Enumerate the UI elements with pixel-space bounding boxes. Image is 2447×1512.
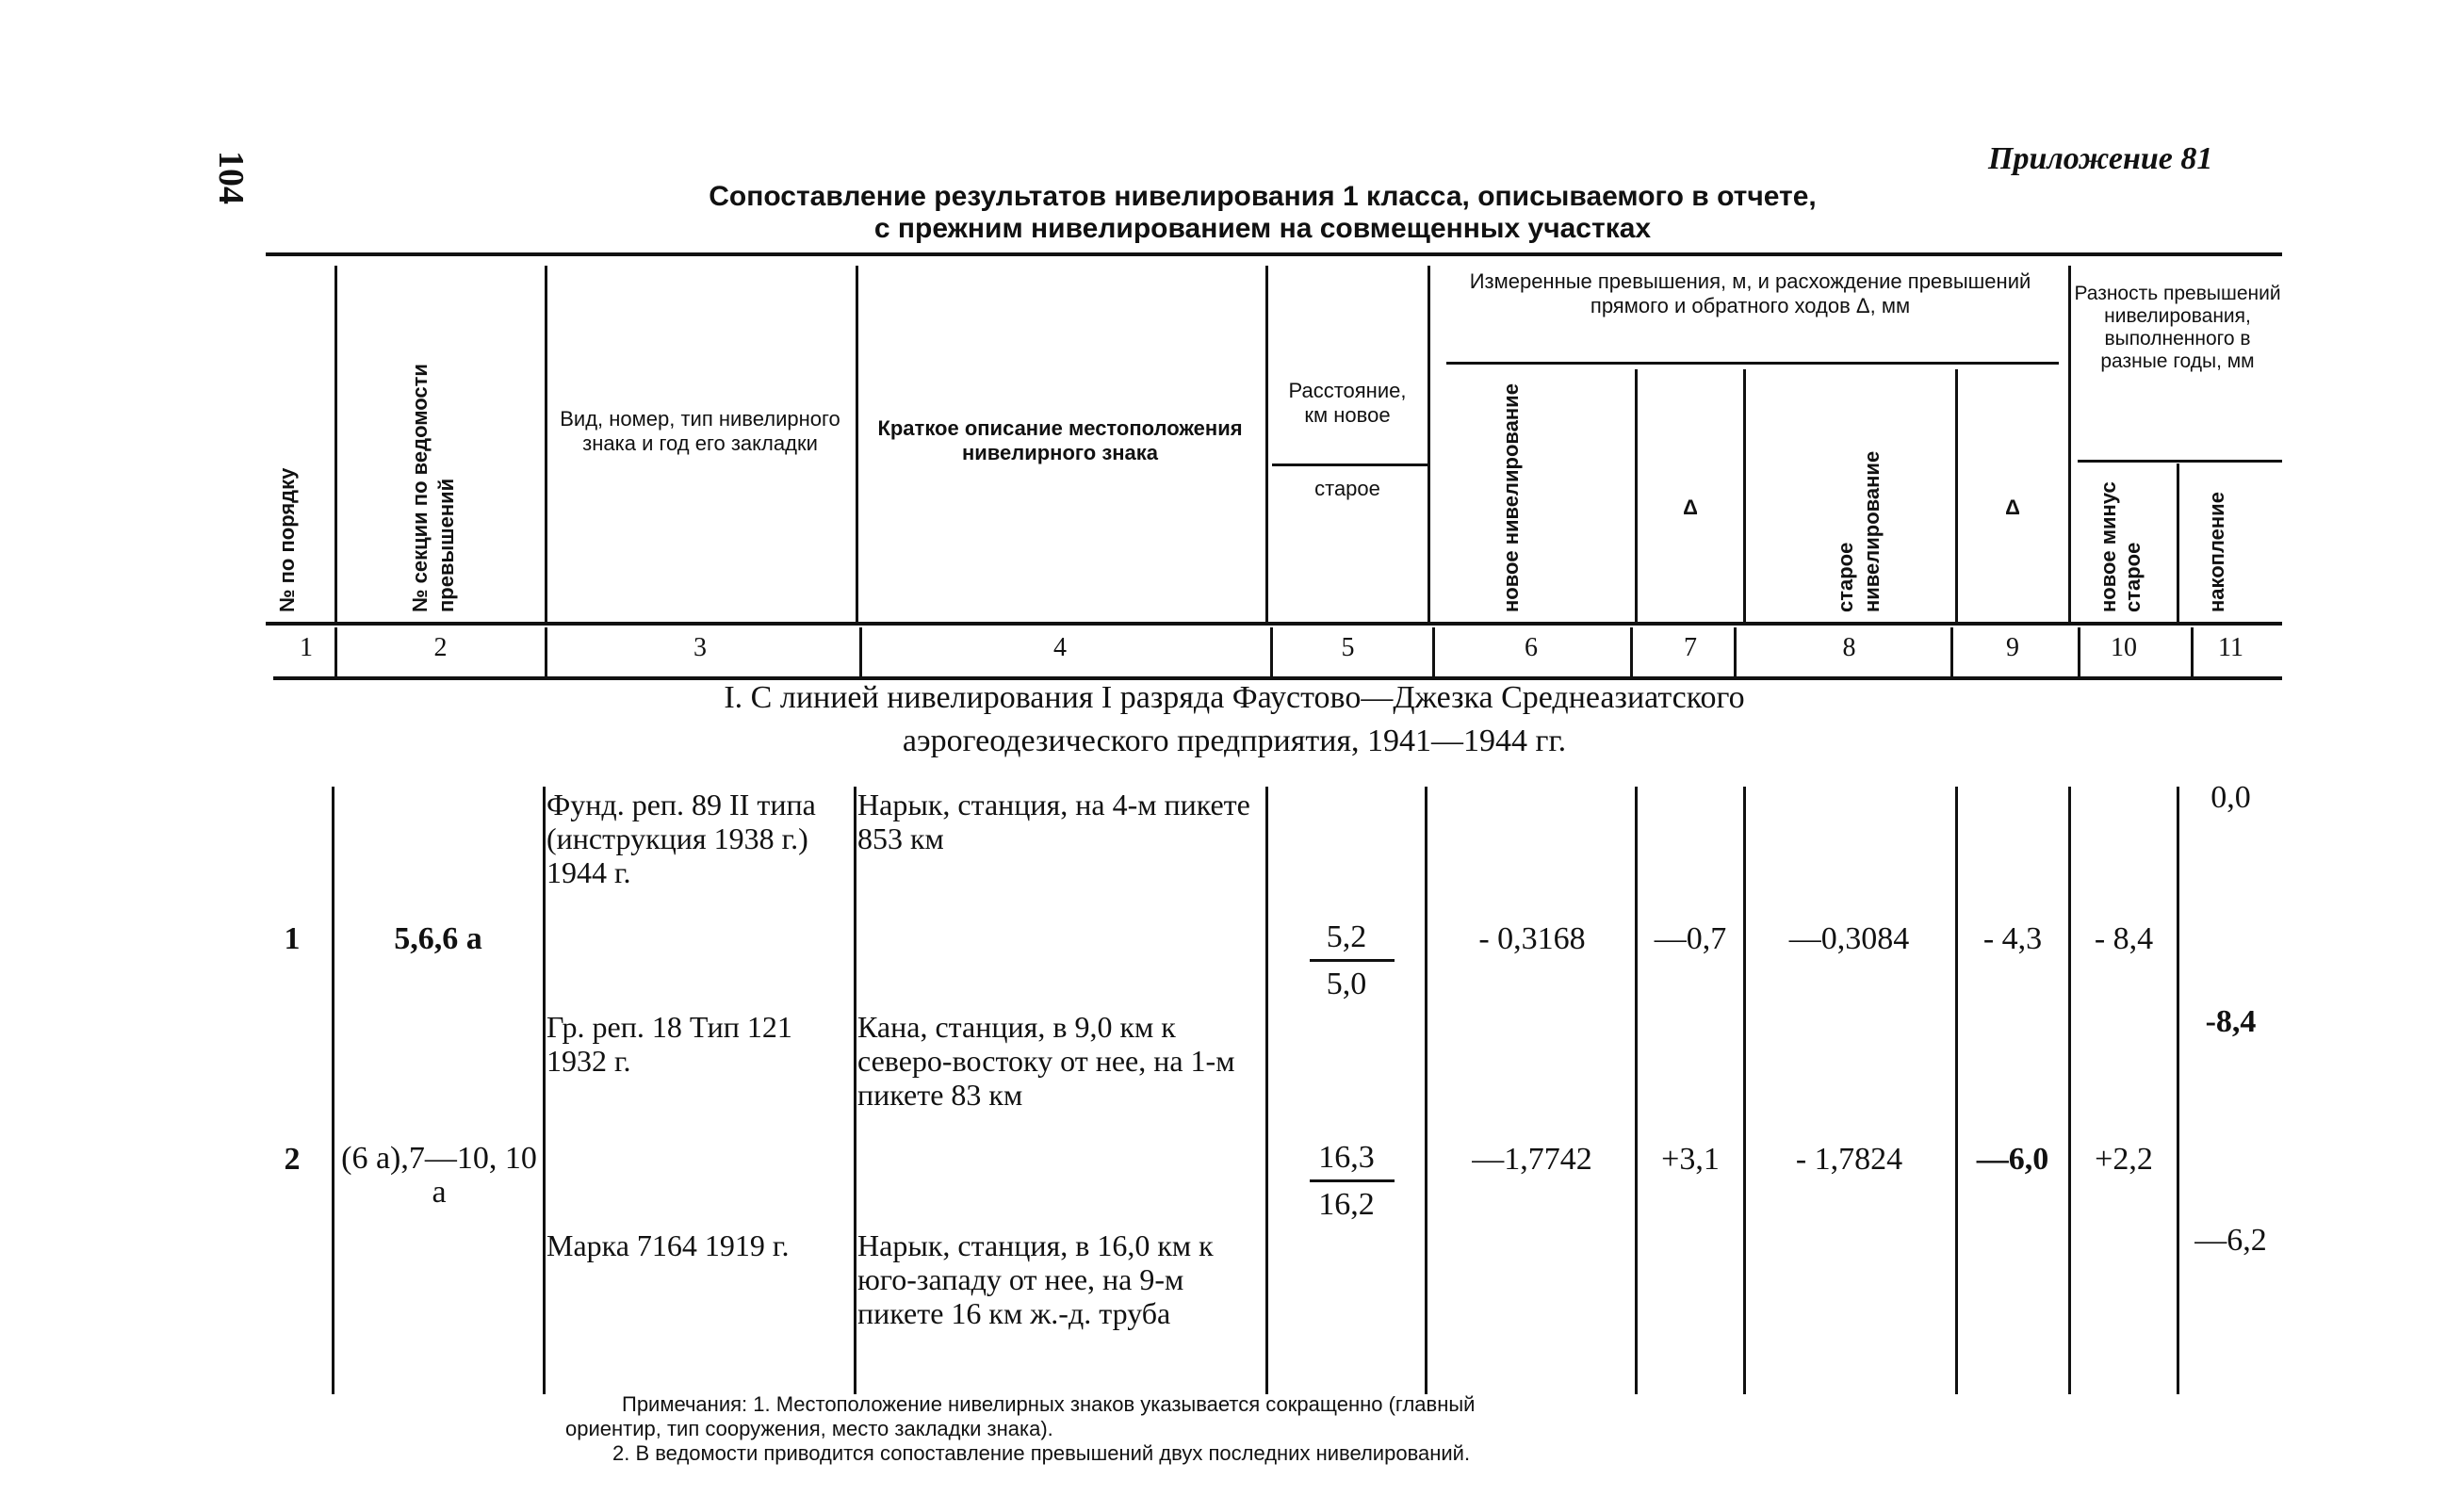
header-col11-text: накопление <box>2205 492 2228 612</box>
nv3 <box>859 627 862 676</box>
row-2-dist-new: 16,3 <box>1318 1140 1375 1175</box>
section-line1: I. С линией нивелирования I разряда Фаустово—Джезка Среднеазиатского <box>724 680 1745 715</box>
header-col11 <box>2205 462 2229 612</box>
mark-1-desc: Нарык, станция, на 4-м пикете 853 км <box>857 788 1250 855</box>
nv8 <box>1950 627 1953 676</box>
mark-3-type: Марка 7164 1919 г. <box>546 1228 790 1262</box>
row-1-d-new: —0,7 <box>1654 921 1727 956</box>
header-col6-text: новое нивелирование <box>1499 383 1523 612</box>
hv7 <box>1743 369 1746 622</box>
row-1-section: 5,6,6 а <box>394 921 482 956</box>
header-col10 <box>2096 462 2145 612</box>
nv4 <box>1270 627 1273 676</box>
bv8 <box>1955 787 1958 1394</box>
table-top-rule <box>266 252 2282 256</box>
mark-1-type: Фунд. реп. 89 II типа (инструкция 1938 г.) 1944 г. <box>546 788 816 889</box>
mark-1-accum: 0,0 <box>2210 780 2251 815</box>
row-1-h-new: - 0,3168 <box>1478 921 1586 956</box>
hv1 <box>334 266 337 622</box>
nv10 <box>2191 627 2194 676</box>
hv10 <box>2177 463 2179 622</box>
colnum-8: 8 <box>1842 633 1856 662</box>
hv6 <box>1635 369 1638 622</box>
row-2-diff: +2,2 <box>2095 1142 2153 1177</box>
hv2 <box>545 266 547 622</box>
title-line1: Сопоставление результатов нивелирования 1 класса, описываемого в отчете, <box>709 181 1817 212</box>
row-2-section: (6 а),7—10, 10 а <box>341 1141 537 1210</box>
header-col5-bottom: старое <box>1314 477 1380 500</box>
header-bottom-rule <box>266 622 2282 626</box>
header-col10-text: новое минус старое <box>2096 481 2145 612</box>
nv6 <box>1630 627 1633 676</box>
row-1-diff: - 8,4 <box>2094 921 2154 956</box>
mark-2-accum: -8,4 <box>2205 1004 2257 1039</box>
header-col2 <box>407 264 460 612</box>
mark-3-accum: —6,2 <box>2194 1223 2267 1258</box>
header-group-measured: Измеренные превышения, м, и расхождение превышений прямого и обратного ходов Δ, мм <box>1469 269 2031 317</box>
header-col8-text: старое нивелирование <box>1834 450 1884 612</box>
row-2-dist-old: 16,2 <box>1318 1187 1375 1222</box>
nv1 <box>334 627 337 676</box>
colnum-6: 6 <box>1525 633 1538 662</box>
colnum-11: 11 <box>2218 633 2243 662</box>
colnum-3: 3 <box>693 633 707 662</box>
mark-2-type: Гр. реп. 18 Тип 121 1932 г. <box>546 1010 792 1078</box>
row-2-h-new: —1,7742 <box>1472 1142 1592 1177</box>
row-1-dist-rule <box>1310 959 1395 962</box>
row-1-dist-new: 5,2 <box>1326 919 1367 954</box>
bv9 <box>2068 787 2071 1394</box>
colnum-4: 4 <box>1053 633 1067 662</box>
header-col3: Вид, номер, тип нивелирного знака и год его закладки <box>560 407 840 455</box>
bv1 <box>332 787 334 1394</box>
title-block <box>565 181 1960 245</box>
row-1-number: 1 <box>284 921 301 956</box>
hv3 <box>856 266 858 622</box>
note-line3: 2. В ведомости приводится сопоставление превышений двух последних нивелирований. <box>612 1441 1471 1465</box>
colnum-1: 1 <box>300 633 313 662</box>
header-col7: Δ <box>1683 496 1698 519</box>
mark-2-desc: Кана, станция, в 9,0 км к северо-востоку от нее, на 1-м пикете 83 км <box>857 1010 1235 1112</box>
page-number: 104 <box>211 151 251 204</box>
row-2-number: 2 <box>284 1142 301 1177</box>
row-1-d-old: - 4,3 <box>1982 921 2043 956</box>
colnum-5: 5 <box>1341 633 1355 662</box>
row-2-h-old: - 1,7824 <box>1795 1142 1903 1177</box>
note-line1: Примечания: 1. Местоположение нивелирных знаков указывается сокращенно (главный <box>622 1392 1476 1416</box>
section-heading <box>377 676 2092 763</box>
bv2 <box>543 787 546 1394</box>
row-1-h-old: —0,3084 <box>1788 921 1910 956</box>
nv9 <box>2078 627 2080 676</box>
row-2-d-old: —6,0 <box>1976 1142 2049 1177</box>
hv8 <box>1955 369 1958 622</box>
row-2-d-new: +3,1 <box>1661 1142 1720 1177</box>
bv10 <box>2177 787 2179 1394</box>
group-measured-rule <box>1446 362 2059 365</box>
colnum-9: 9 <box>2006 633 2019 662</box>
header-col2-text: № секции по ведомости превышений <box>408 364 458 612</box>
colnum-2: 2 <box>433 633 448 662</box>
header-col5-top: Расстояние, км новое <box>1288 379 1407 427</box>
colnum-7: 7 <box>1684 633 1697 662</box>
header-col1: № по порядку <box>275 467 299 612</box>
nv5 <box>1432 627 1435 676</box>
hv5 <box>1427 266 1430 622</box>
header-col4: Краткое описание местоположения нивелирного знака <box>877 416 1243 464</box>
bv6 <box>1635 787 1638 1394</box>
section-line2: аэрогеодезического предприятия, 1941—1944 гг. <box>902 723 1567 758</box>
bv3 <box>854 787 856 1394</box>
hv9 <box>2068 266 2071 622</box>
row-2-dist-rule <box>1310 1179 1395 1182</box>
bv7 <box>1743 787 1746 1394</box>
header-col6 <box>1498 377 1525 612</box>
nv7 <box>1734 627 1737 676</box>
header-group-diff: Разность превышений нивелирования, выполненного в разные годы, мм <box>2074 283 2281 372</box>
note-line2: ориентир, тип сооружения, место закладки знака). <box>565 1417 1053 1440</box>
notes-block <box>565 1392 2167 1466</box>
title-line2: с прежним нивелированием на совмещенных участках <box>873 213 1652 244</box>
header-col9: Δ <box>2005 496 2020 519</box>
appendix-label: Приложение 81 <box>1988 141 2213 176</box>
colnum-10: 10 <box>2111 633 2137 662</box>
nv2 <box>545 627 547 676</box>
dist-split-rule <box>1272 463 1427 466</box>
mark-3-desc: Нарык, станция, в 16,0 км к юго-западу от нее, на 9-м пикете 16 км ж.-д. труба <box>857 1228 1214 1330</box>
bv5 <box>1425 787 1427 1394</box>
row-1-dist-old: 5,0 <box>1326 967 1367 1001</box>
hv4 <box>1265 266 1268 622</box>
header-col8 <box>1833 377 1885 612</box>
bv4 <box>1265 787 1268 1394</box>
